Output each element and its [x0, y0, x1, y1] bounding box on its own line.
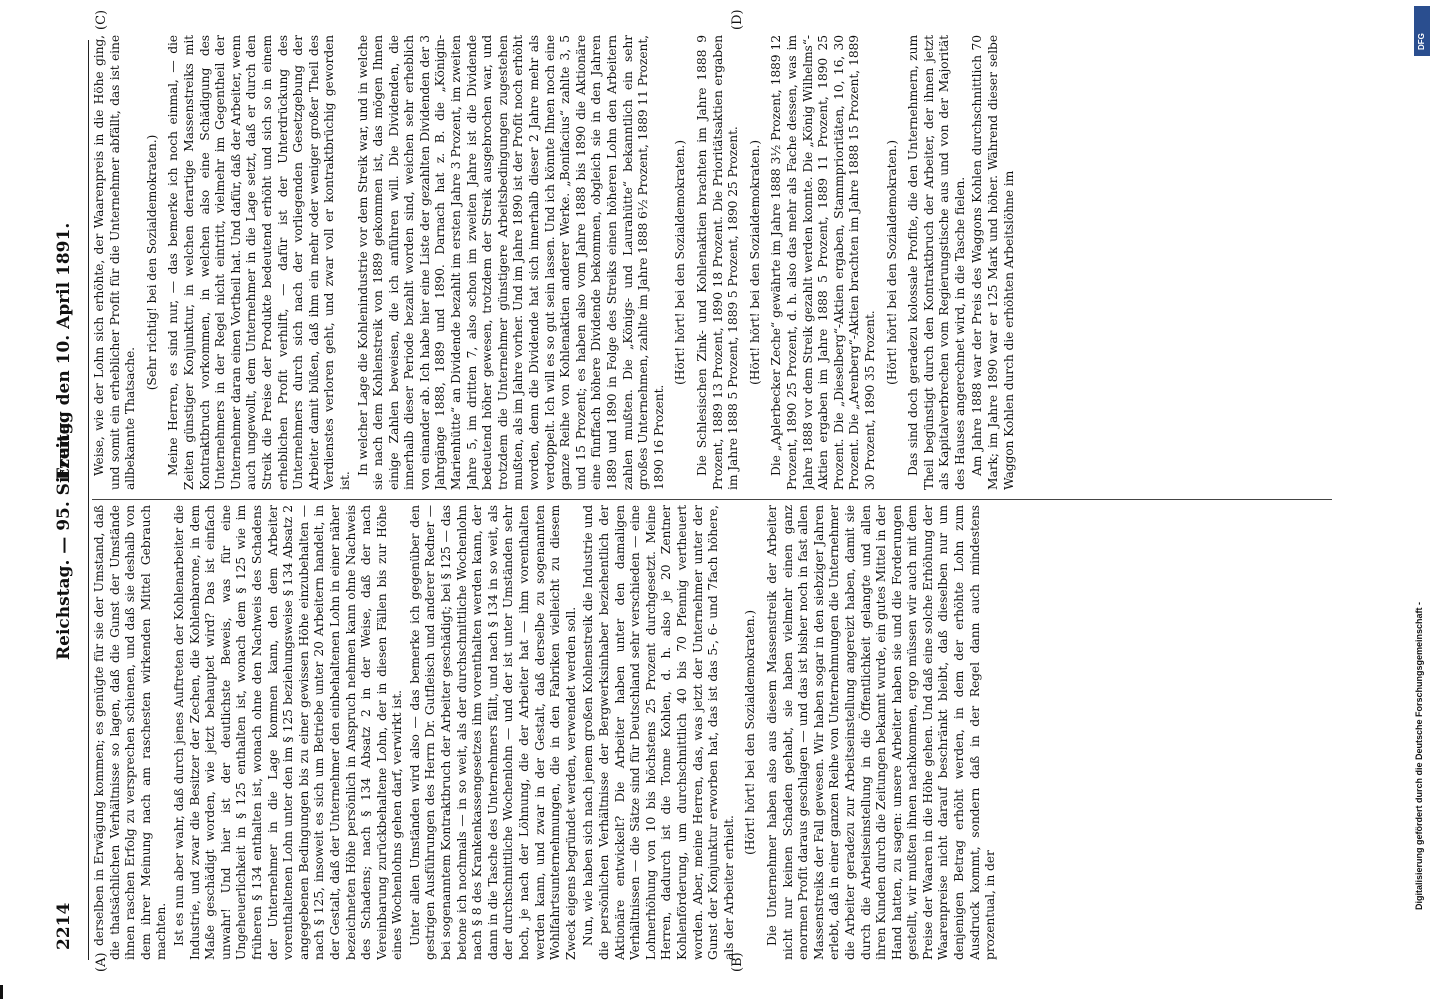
session-date: Freitag den 10. April 1891. — [54, 222, 74, 480]
paragraph: Die Unternehmer haben also aus diesem Massenstreik der Arbeiter nicht nur keinen Schaden gehabt, sie haben vielmehr einen ganz enormen Profit daraus geschlagen — und das ist bisher noch in fast allen Massenstreiks der Fall gewesen. Wir haben sogar in den siebziger Jahren erlebt, daß in einer ganzen Reihe von Unternehmungen die Unternehmer die Arbeiter geradezu zur Arbeitseinstellung angereizt haben, damit sie durch die Arbeitseinstellung in die Öffentlichkeit gelangte und allen ihren Kunden durch die Zeitungen bekannt wurde, ein gutes Mittel in der Hand hatten, zu sagen: unsere Arbeiter haben sie und die Forderungen gestellt, wir mußten ihnen nachkommen, ergo müssen wir auch mit dem Preise der Waaren in die Höhe gehen. Und daß eine solche Erhöhung der Waarenpreise nicht darauf beschränkt bleibt, daß dieselben nur um denjenigen Betrag erhöht werden, in dem der erhöhte Lohn zum Ausdruck kommt, sondern daß in der Regel dann auch mindestens prozentual, in der — [764, 505, 998, 960]
paragraph: Unter allen Umständen wird also — das bemerke ich gegenüber den gestrigen Ausführungen des Herrn Dr. Gutfleisch und anderer Redner — bei sogenanntem Kontraktbruch der Arbeiter geschädigt; bei § 125 — das betone ich nochmals — in so weit, als der durchschnittliche Wochenlohn nach § 8 des Krankenkassengesetzes ihm vorenthalten werden kann, der dann in die Tasche des Unternehmers fällt, und nach § 134 in so weit, als der durchschnittliche Wochenlohn — und der ist unter Umständen sehr hoch, je nach der Löhnung, die der Arbeiter hat — ihm vorenthalten werden kann, und zwar in der Gestalt, daß derselbe zu sogenannten Wohlfahrtsunternehmungen, die in den Fabriken vielleicht zu diesem Zweck eigens begründet werden, verwendet werden soll. — [407, 505, 578, 960]
dfg-logo — [1414, 6, 1430, 56]
page-header — [48, 40, 89, 960]
margin-mark-a: (A) — [94, 952, 109, 972]
credit-text: Digitalisierung gefördert durch die Deutsche Forschungsgemeinschaft - — [1414, 601, 1424, 910]
paragraph: Weise, wie der Lohn sich erhöhte, der Waarenpreis in die Höhe ging, und somit ein erheblicher Profit für die Unternehmer abfällt, das ist eine allbekannte Thatsache. — [92, 35, 138, 490]
interjection: (Hört! hört! bei den Sozialdemokraten.) — [884, 140, 899, 385]
left-text-column — [92, 505, 1422, 960]
dfg-logo-text: DFG — [1417, 33, 1426, 50]
interjection: (Sehr richtig! bei den Sozialdemokraten.) — [144, 134, 159, 391]
paragraph: Am Jahre 1888 war der Preis des Waggons Kohlen durchschnittlich 70 Mark; im Jahre 1890 war er 125 Mark und höher. Während dieser selbe Waggon Kohlen durch die erhöhten Arbeitslöhne im — [970, 35, 1016, 490]
paragraph: Die Schlesischen Zink- und Kohlenaktien brachten im Jahre 1888 9 Prozent, 1889 13 Prozent, 1890 18 Prozent. Die Prioritätsaktien ergaben im Jahre 1888 5 Prozent, 1889 5 Prozent, 1890 25 Prozent. — [694, 35, 741, 490]
margin-mark-c: (C) — [94, 9, 109, 30]
margin-mark-d: (D) — [730, 9, 745, 30]
session-title: Reichstag. — 95. Sitzung. — [54, 416, 74, 660]
scan-edge-mark — [0, 985, 3, 999]
interjection: (Hört! hört! bei den Sozialdemokraten.) — [747, 140, 762, 385]
paragraph: Ist es nun aber wahr, daß durch jenes Auftreten der Kohlenarbeiter die Industrie, und zwar die Besitzer der Zechen, die Kohlenbarone, in dem Maße geschädigt worden, wie jetzt behauptet wird? Das ist einfach unwahr! Und hier ist der deutlichste Beweis, was für eine Ungeheuerlichkeit in § 125 enthalten ist, wonach dem § 125 wie im früheren § 134 enthalten ist, wonach ohne den Nachweis des Schadens der Unternehmer in die Lage kommen kann, den dem Arbeiter vorenthaltenen Lohn unter den im § 125 beziehungsweise § 134 Absatz 2 angegebenen Bedingungen bis zu einer gewissen Höhe einzubehalten — nach § 125, insoweit es sich um Betriebe unter 20 Arbeitern handelt, in der Gestalt, daß der Unternehmer den einbehaltenen Lohn in einer näher bezeichneten Höhe persönlich in Anspruch nehmen kann ohne Nachweis des Schadens; nach § 134 Absatz 2 in der Weise, daß der nach Vereinbarung zurückbehaltene Lohn, der in diesen Fällen bis zur Höhe eines Wochenlohns gehen darf, verwirkt ist. — [171, 505, 405, 960]
paragraph: Meine Herren, es sind nur, — das bemerke ich noch einmal, — die Zeiten günstiger Konjunktur, in welchen derartige Massenstreiks mit Kontraktbruch vorkommen, in welchen also eine Schädigung des Unternehmers in der Regel nicht eintritt, vielmehr im Gegentheil der Unternehmer daran einen Vortheil hat. Und dafür, daß der Arbeiter, wenn auch ungewollt, dem Unternehmer in die Lage setzt, daß er durch den Streik die Preise der Produkte bedeutend erhöht und sich so in einem erheblichen Profit verhilft, — dafür ist der Unterdrückung des Unternehmers durch sich nach der vorliegenden Gesetzgebung der Arbeiter damit büßen, daß ihm ein mehr oder weniger großer Theil des Verdienstes verloren geht, und zwar voll er kontraktbrüchig geworden ist. — [166, 35, 352, 490]
interjection: (Hört! hört! bei den Sozialdemokraten.) — [743, 610, 758, 855]
interjection: (Hört! hört! bei den Sozialdemokraten.) — [673, 140, 688, 385]
right-text-column — [92, 35, 1422, 490]
paragraph: In welcher Lage die Kohlenindustrie vor dem Streik war, und in welche sie nach dem Kohlenstreik von 1889 gekommen ist, das mögen Ihnen einige Zahlen beweisen, die ich anführen will. Die Dividenden, die innerhalb dieser Periode bezahlt worden sind, weichen sehr erheblich von einander ab. Ich habe hier eine Liste der gezahlten Dividenden der 3 Jahrgänge 1888, 1889 und 1890. Darnach hat z. B. die „Königin-Marienhütte“ an Dividende bezahlt im ersten Jahre 3 Prozent, im zweiten Jahre 5, im dritten 7, also schon im zweiten Jahre ist die Dividende bedeutend höher gewesen, trotzdem der Streik ausgebrochen war, und trotzdem die Unternehmer günstigere Arbeitsbedingungen zugestehen mußten, als im Jahre vorher. Und im Jahre 1890 ist der Profit noch erhöht worden, denn die Dividende hat sich innerhalb dieser 2 Jahre mehr als verdoppelt. Ich will es so gut sein lassen. Und ich könnte Ihnen noch eine ganze Reihe von Kohlenaktien anderer Werke. „Bonifacius“ zahlte 3, 5 und 15 Prozent; es haben also vom Jahre 1888 bis 1890 die Aktionäre eine fünffach höhere Dividende bekommen, obgleich sie in den Jahren 1889 und 1890 in Folge des Streiks einen höheren Lohn den Arbeitern zahlen mußten. Die „Königs- und Laurahütte“ bekanntlich ein sehr großes Unternehmen, zahlte im Jahre 1888 6½ Prozent, 1889 11 Prozent, 1890 16 Prozent. — [355, 35, 666, 490]
margin-mark-b: (B) — [730, 952, 745, 972]
digitization-credit — [1414, 90, 1428, 910]
page-number: 2214 — [54, 902, 74, 950]
paragraph: Nun, wie haben sich nach jenem großen Kohlenstreik die Industrie und die persönlichen Verhältnisse der Bergwerksinhaber beziehentlich der Aktionäre entwickelt? Die Arbeiter haben unter den damaligen Verhältnissen — die Sätze sind für Deutschland sehr verschieden — eine Lohnerhöhung von 10 bis höchstens 25 Prozent durchgesetzt. Meine Herren, dadurch ist die Tonne Kohlen, d. h. also je 20 Zentner Kohlenförderung, um durchschnittlich 40 bis 70 Pfennig vertheuert worden. Aber, meine Herren, das, was jetzt der Unternehmer unter der Gunst der Konjunktur erworben hat, das ist das 5-, 6- und 7fach höhere, als der Arbeiter erhielt. — [581, 505, 736, 960]
paragraph: Das sind doch geradezu kolossale Profite, die den Unternehmern, zum Theil begünstigt durch den Kontraktbruch der Arbeiter, der ihnen jetzt als Kapitalverbrechen vom Regierungstische aus und von der Majorität des Hauses angerechnet wird, in die Tasche fielen. — [906, 35, 967, 490]
column-divider — [92, 499, 1332, 500]
paragraph: derselben in Erwägung kommen; es genügte für sie der Umstand, daß die thatsächlichen Verhältnisse so lagen, daß die Gunst der Umstände ihnen raschen Erfolg zu versprechen schienen, und daß sie deshalb von dem ihrer Meinung nach am raschesten wirkenden Mittel Gebrauch machten. — [92, 505, 169, 960]
paragraph: Die „Aplerbecker Zeche“ gewährte im Jahre 1888 3½ Prozent, 1889 12 Prozent, 1890 25 Prozent, d. h. also das mehr als Fache dessen, was im Jahre 1888 vor dem Streik gezahlt werden konnte. Die „König Wilhelms“-Aktien ergaben im Jahre 1888 5 Prozent, 1889 11 Prozent, 1890 25 Prozent. Die „Dieselberg“-Aktien ergaben, Stammprioritäten, 10, 16, 30 Prozent. Die „Arenberg“-Aktien brachten im Jahre 1888 15 Prozent, 1889 30 Prozent, 1890 35 Prozent. — [769, 35, 877, 490]
